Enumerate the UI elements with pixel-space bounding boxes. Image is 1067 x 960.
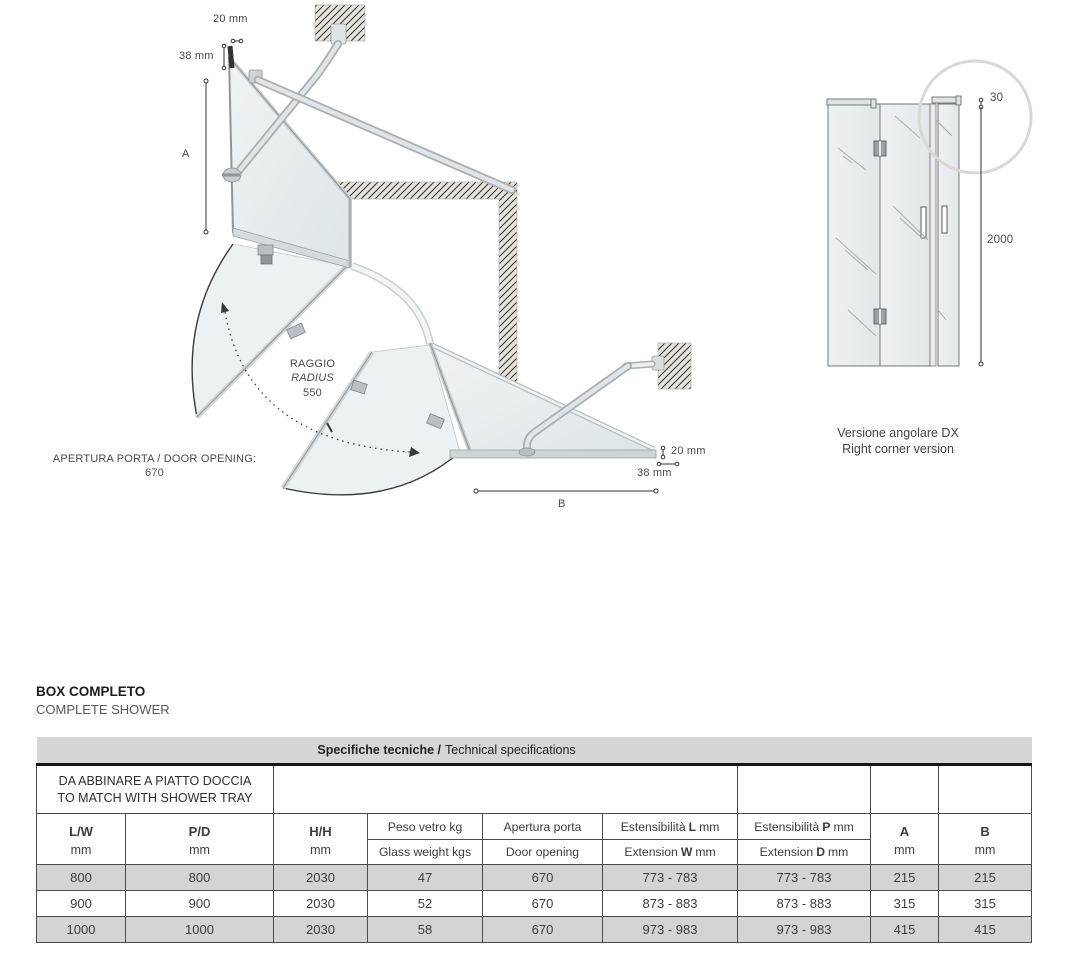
table-row: 800 800 2030 47 670 773 - 783 773 - 783 215 215 xyxy=(37,865,1032,891)
match-note-row xyxy=(37,765,1032,814)
col-header-ext-p-en: Extension D mm xyxy=(738,840,871,865)
col-header-ext-l-it: Estensibilità L mm xyxy=(603,814,738,840)
col-header-ext-p-it: Estensibilità P mm xyxy=(738,814,871,840)
col-header-pd: P/D mm xyxy=(126,814,274,865)
match-note-cell: DA ABBINARE A PIATTO DOCCIA TO MATCH WITH SHOWER TRAY xyxy=(37,765,274,814)
dim-label-30: 30 xyxy=(990,92,1004,104)
col-header-glass-weight-it: Peso vetro kg xyxy=(368,814,483,840)
dim-label-38mm-top: 38 mm xyxy=(179,50,214,62)
col-header-ext-l-en: Extension W mm xyxy=(603,840,738,865)
front-view-caption-en: Right corner version xyxy=(842,442,954,457)
col-header-glass-weight-en: Glass weight kgs xyxy=(368,840,483,865)
column-header-row-top xyxy=(37,814,1032,840)
front-view-drawing xyxy=(827,61,1031,366)
dim-label-38mm-right: 38 mm xyxy=(637,467,672,479)
col-header-lw: L/W mm xyxy=(37,814,126,865)
col-header-b: B mm xyxy=(939,814,1032,865)
table-title-it: Specifiche tecniche / xyxy=(317,743,442,757)
spec-table xyxy=(36,737,1032,943)
table-row: 900 900 2030 52 670 873 - 883 873 - 883 315 315 xyxy=(37,891,1032,917)
door-opening-label: APERTURA PORTA / DOOR OPENING: 670 xyxy=(52,453,257,480)
col-header-a: A mm xyxy=(871,814,939,865)
spec-table-wrap xyxy=(36,737,1031,943)
radius-label-it: RAGGIO xyxy=(289,358,336,370)
table-title-en: Technical specifications xyxy=(445,743,576,757)
col-header-hh: H/H mm xyxy=(274,814,368,865)
table-row: 1000 1000 2030 58 670 973 - 983 973 - 983 415 415 xyxy=(37,917,1032,943)
dim-label-2000: 2000 xyxy=(987,234,1014,246)
section-title-it: BOX COMPLETO xyxy=(36,684,146,699)
front-view-caption xyxy=(798,425,998,458)
section-title xyxy=(36,683,170,719)
dim-label-20mm-top: 20 mm xyxy=(213,13,248,25)
radius-value: 550 xyxy=(303,386,322,399)
front-view-caption-it: Versione angolare DX xyxy=(837,426,959,440)
radius-label xyxy=(270,357,355,400)
wall-hatch-patches xyxy=(293,5,691,395)
dim-label-a: A xyxy=(182,148,190,160)
fixed-panel-right xyxy=(430,343,656,458)
table-title-cell xyxy=(37,737,1032,765)
radius-label-en: RADIUS xyxy=(291,372,334,385)
col-header-door-opening-it: Apertura porta xyxy=(483,814,603,840)
col-header-door-opening-en: Door opening xyxy=(483,840,603,865)
curved-top-rail xyxy=(352,266,430,344)
dimension-lines-front xyxy=(979,98,983,366)
section-title-en: COMPLETE SHOWER xyxy=(36,702,170,718)
table-title-bar xyxy=(37,737,1032,765)
dim-label-b: B xyxy=(558,498,566,510)
dim-label-20mm-right: 20 mm xyxy=(671,445,706,457)
